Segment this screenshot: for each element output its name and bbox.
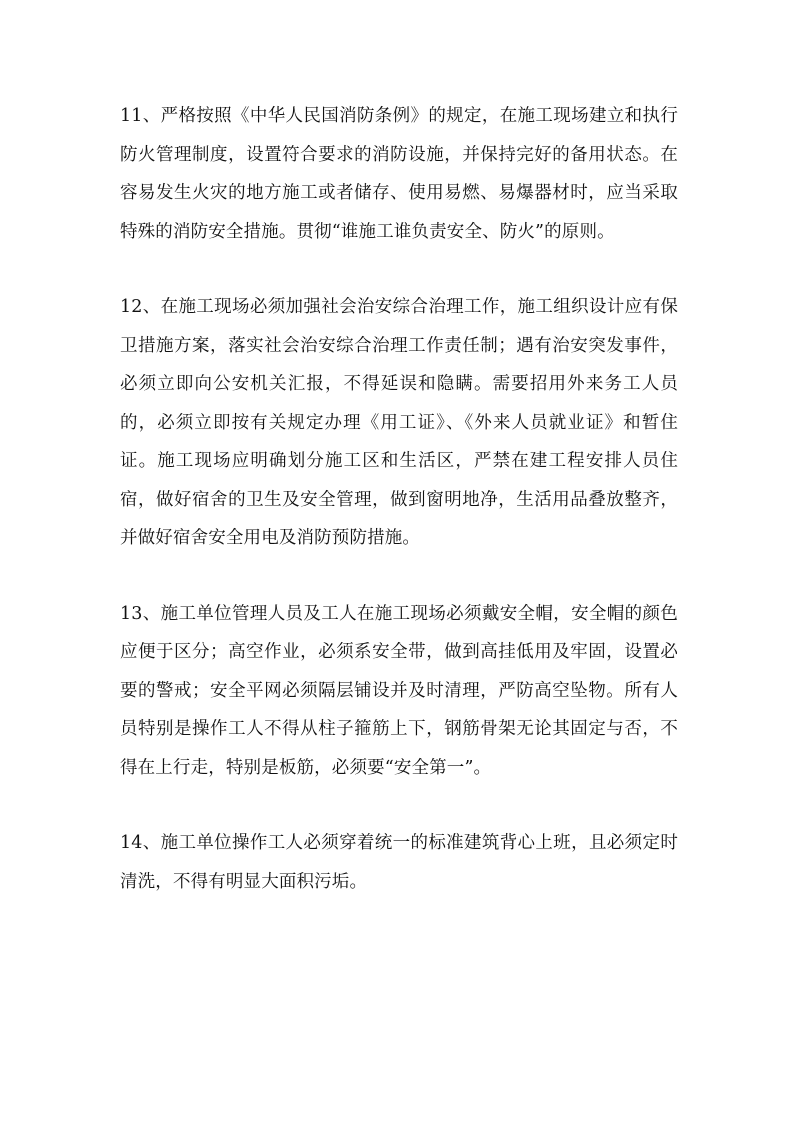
paragraph-13: 13、施工单位管理人员及工人在施工现场必须戴安全帽，安全帽的颜色应便于区分；高空作业，必须系安全带，做到高挂低用及牢固，设置必要的警戒；安全平网必须隔层铺设并及时清理，严防高空坠物。所有人员特别是操作工人不得从柱子箍筋上下，钢筋骨架无论其固定与否，不得在上行走，特别是板筋，必须要“安全第一”。 xyxy=(120,603,678,778)
document-body xyxy=(120,97,678,901)
paragraph-11: 11、严格按照《中华人民国消防条例》的规定，在施工现场建立和执行防火管理制度，设置符合要求的消防设施，并保持完好的备用状态。在容易发生火灾的地方施工或者储存、使用易燃、易爆器材时，应当采取特殊的消防安全措施。贯彻“谁施工谁负责安全、防火”的原则。 xyxy=(120,106,678,242)
paragraph-12: 12、在施工现场必须加强社会治安综合治理工作，施工组织设计应有保卫措施方案，落实社会治安综合治理工作责任制；遇有治安突发事件，必须立即向公安机关汇报，不得延误和隐瞒。需要招用外来务工人员的，必须立即按有关规定办理《用工证》、《外来人员就业证》和暂住证。施工现场应明确划分施工区和生活区，严禁在建工程安排人员住宿，做好宿舍的卫生及安全管理，做到窗明地净，生活用品叠放整齐，并做好宿舍安全用电及消防预防措施。 xyxy=(120,297,678,548)
paragraph-14: 14、施工单位操作工人必须穿着统一的标准建筑背心上班，且必须定时清洗，不得有明显大面积污垢。 xyxy=(120,833,678,892)
